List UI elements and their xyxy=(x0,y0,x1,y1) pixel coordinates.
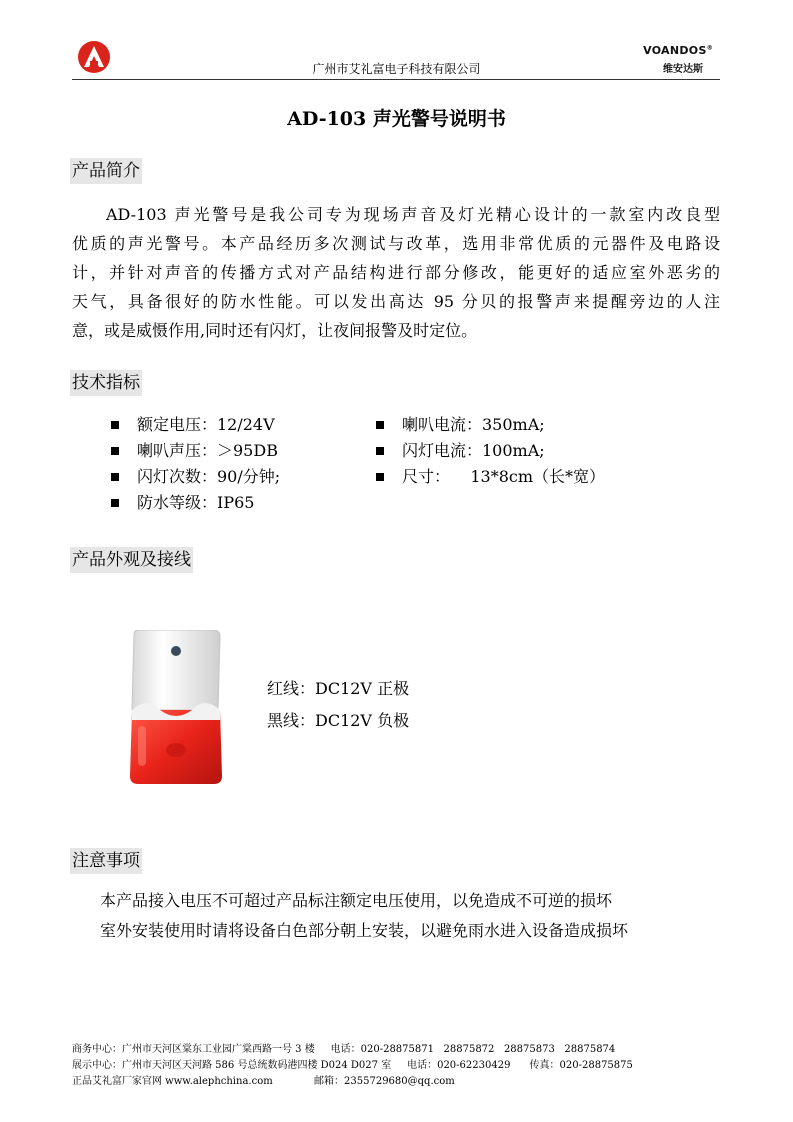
registered-mark: ® xyxy=(706,44,713,52)
section-heading-notes: 注意事项 xyxy=(70,848,142,874)
wire-black-label: 黑线：DC12V 负极 xyxy=(267,711,410,730)
bullet-square-icon xyxy=(376,447,384,455)
wire-red-label: 红线：DC12V 正极 xyxy=(267,679,410,698)
spec-waterproof: 防水等级：IP65 xyxy=(137,493,255,512)
notice-line: 本产品接入电压不可超过产品标注额定电压使用，以免造成不可逆的损坏 xyxy=(100,891,613,910)
spec-item xyxy=(376,438,605,464)
spec-item xyxy=(376,412,605,438)
spec-item xyxy=(376,464,605,490)
bullet-square-icon xyxy=(111,421,119,429)
brand-logo-en xyxy=(643,44,713,57)
spec-sound-pressure: 喇叭声压：＞95DB xyxy=(137,441,278,460)
intro-line: 意，或是威慑作用,同时还有闪灯，让夜间报警及时定位。 xyxy=(72,321,478,340)
siren-device-image xyxy=(128,630,224,784)
notice-line: 室外安装使用时请将设备白色部分朝上安装，以避免雨水进入设备造成损坏 xyxy=(100,921,629,940)
section-heading-intro: 产品简介 xyxy=(70,158,142,184)
bullet-square-icon xyxy=(111,447,119,455)
spec-item xyxy=(111,490,280,516)
brand-name: VOANDOS xyxy=(643,44,707,57)
intro-line: 天气，具备很好的防水性能。可以发出高达 95 分贝的报警声来提醒旁边的人注 xyxy=(72,292,720,311)
spec-list-right xyxy=(376,412,605,490)
spec-item xyxy=(111,464,280,490)
document-title: AD-103 声光警号说明书 xyxy=(287,108,506,130)
spec-size: 尺寸： 13*8cm（长*宽） xyxy=(402,467,606,486)
footer-business-center: 商务中心：广州市天河区棠东工业园广棠西路一号 3 楼 电话：020-28875871 28875872 28875873 28875874 xyxy=(72,1044,616,1055)
footer-website-email: 正品艾礼富厂家官网 www.alephchina.com 邮箱：2355729680@qq.com xyxy=(72,1076,455,1087)
intro-line: AD-103 声光警号是我公司专为现场声音及灯光精心设计的一款室内改良型 xyxy=(106,205,720,224)
spec-item xyxy=(111,438,280,464)
company-name: 广州市艾礼富电子科技有限公司 xyxy=(312,62,481,76)
bullet-square-icon xyxy=(376,473,384,481)
header-divider xyxy=(72,79,720,80)
section-heading-wiring: 产品外观及接线 xyxy=(70,547,193,573)
section-heading-specs: 技术指标 xyxy=(70,370,142,396)
footer-showroom: 展示中心：广州市天河区天河路 586 号总统数码港四楼 D024 D027 室 电话：020-62230429 传真：020-28875875 xyxy=(72,1060,633,1071)
spec-rated-voltage: 额定电压：12/24V xyxy=(137,415,275,434)
spec-list-left xyxy=(111,412,280,516)
intro-line: 优质的声光警号。本产品经历多次测试与改革，选用非常优质的元器件及电路设 xyxy=(72,234,720,253)
bullet-square-icon xyxy=(376,421,384,429)
spec-item xyxy=(111,412,280,438)
spec-flash-current: 闪灯电流：100mA; xyxy=(402,441,545,460)
bullet-square-icon xyxy=(111,473,119,481)
spec-flash-rate: 闪灯次数：90/分钟; xyxy=(137,467,281,486)
bullet-square-icon xyxy=(111,499,119,507)
intro-paragraph xyxy=(72,200,720,345)
intro-line: 计，并针对声音的传播方式对产品结构进行部分修改，能更好的适应室外恶劣的 xyxy=(72,263,720,282)
brand-logo-cn: 维安达斯 xyxy=(663,64,703,75)
spec-horn-current: 喇叭电流：350mA; xyxy=(402,415,545,434)
